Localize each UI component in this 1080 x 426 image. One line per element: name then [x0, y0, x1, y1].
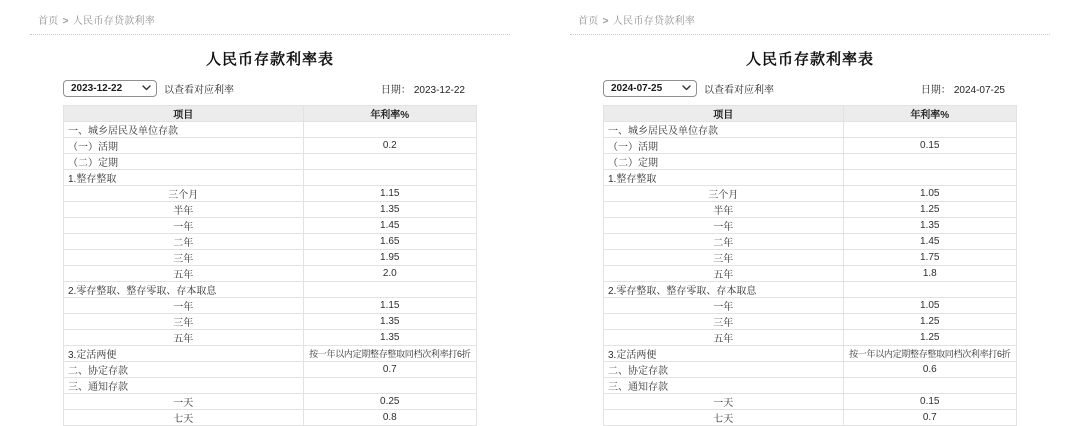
- item-cell: 1.整存整取: [64, 170, 304, 186]
- item-cell: 三个月: [604, 186, 844, 202]
- table-row: [604, 346, 1017, 362]
- rate-cell: 按一年以内定期整存整取同档次利率打6折: [843, 346, 1016, 362]
- rate-cell: [843, 122, 1016, 138]
- chevron-down-icon: [142, 85, 151, 91]
- table-row: [604, 250, 1017, 266]
- item-cell: （二）定期: [64, 154, 304, 170]
- breadcrumb-current: 人民币存贷款利率: [612, 16, 696, 27]
- table-header-rate: 年利率%: [303, 106, 476, 122]
- item-cell: 一、城乡居民及单位存款: [604, 122, 844, 138]
- rate-cell: 0.2: [303, 138, 476, 154]
- table-row: [64, 298, 477, 314]
- item-cell: 一年: [64, 298, 304, 314]
- table-row: [64, 186, 477, 202]
- date-select-value: 2024-07-25: [611, 82, 663, 94]
- rate-cell: 1.45: [303, 218, 476, 234]
- table-row: [64, 218, 477, 234]
- table-row: [604, 362, 1017, 378]
- table-row: [64, 266, 477, 282]
- rate-cell: 1.25: [843, 330, 1016, 346]
- rate-cell: 1.25: [843, 314, 1016, 330]
- table-row: [64, 234, 477, 250]
- table-header-item: 项目: [604, 106, 844, 122]
- rate-panel-2023: [0, 0, 540, 425]
- rate-cell: 0.8: [303, 410, 476, 426]
- table-row: [64, 378, 477, 394]
- table-row: [64, 170, 477, 186]
- rate-cell: 1.35: [303, 330, 476, 346]
- table-row: [604, 138, 1017, 154]
- rate-cell: [303, 282, 476, 298]
- item-cell: 一天: [64, 394, 304, 410]
- table-row: [604, 218, 1017, 234]
- rate-cell: 1.75: [843, 250, 1016, 266]
- date-display: [921, 81, 1017, 96]
- table-row: [604, 266, 1017, 282]
- table-row: [64, 282, 477, 298]
- rate-cell: 1.65: [303, 234, 476, 250]
- table-row: [64, 346, 477, 362]
- rate-cell: [843, 170, 1016, 186]
- rate-panel-2024: [540, 0, 1080, 425]
- date-value: 2024-07-25: [953, 84, 1005, 96]
- table-row: [604, 314, 1017, 330]
- rate-cell: 按一年以内定期整存整取同档次利率打6折: [303, 346, 476, 362]
- table-row: [604, 394, 1017, 410]
- date-select-value: 2023-12-22: [71, 82, 123, 94]
- date-label: 日期：: [920, 84, 951, 96]
- rate-cell: 1.95: [303, 250, 476, 266]
- date-value: 2023-12-22: [413, 84, 465, 96]
- item-cell: 一年: [604, 218, 844, 234]
- rates-table: [603, 105, 1017, 426]
- chevron-down-icon: [682, 85, 691, 91]
- date-label: 日期：: [380, 84, 411, 96]
- breadcrumb-separator: >: [602, 16, 609, 27]
- item-cell: 三、通知存款: [64, 378, 304, 394]
- breadcrumb-home-link[interactable]: 首页: [578, 16, 599, 27]
- item-cell: 三年: [64, 314, 304, 330]
- rate-cell: [303, 170, 476, 186]
- item-cell: 三年: [604, 314, 844, 330]
- item-cell: 七天: [604, 410, 844, 426]
- table-row: [604, 202, 1017, 218]
- item-cell: 五年: [604, 266, 844, 282]
- table-header-row: [604, 106, 1017, 122]
- rate-cell: [843, 378, 1016, 394]
- item-cell: 1.整存整取: [604, 170, 844, 186]
- item-cell: 五年: [64, 330, 304, 346]
- item-cell: 三个月: [64, 186, 304, 202]
- rate-cell: 1.8: [843, 266, 1016, 282]
- rates-table: [63, 105, 477, 426]
- table-row: [64, 314, 477, 330]
- item-cell: 二、协定存款: [64, 362, 304, 378]
- table-row: [64, 362, 477, 378]
- table-row: [64, 394, 477, 410]
- table-row: [64, 138, 477, 154]
- date-display: [381, 81, 477, 96]
- page-title: 人民币存款利率表: [745, 51, 874, 68]
- rate-cell: 1.05: [843, 186, 1016, 202]
- item-cell: 七天: [64, 410, 304, 426]
- item-cell: 三年: [604, 250, 844, 266]
- item-cell: 一年: [604, 298, 844, 314]
- rate-cell: [303, 122, 476, 138]
- table-header-item: 项目: [64, 106, 304, 122]
- item-cell: 五年: [604, 330, 844, 346]
- rate-cell: [303, 378, 476, 394]
- rate-cell: 0.15: [843, 394, 1016, 410]
- item-cell: 五年: [64, 266, 304, 282]
- date-select[interactable]: [603, 80, 697, 97]
- table-row: [604, 378, 1017, 394]
- rate-cell: [843, 154, 1016, 170]
- rate-cell: 1.35: [303, 314, 476, 330]
- select-hint-label: 以查看对应利率: [704, 84, 774, 96]
- item-cell: 一、城乡居民及单位存款: [64, 122, 304, 138]
- breadcrumb-current: 人民币存贷款利率: [72, 16, 156, 27]
- table-row: [64, 122, 477, 138]
- item-cell: 半年: [604, 202, 844, 218]
- page-title: 人民币存款利率表: [205, 51, 334, 68]
- table-row: [604, 298, 1017, 314]
- table-row: [64, 330, 477, 346]
- rate-cell: 0.25: [303, 394, 476, 410]
- item-cell: （一）活期: [64, 138, 304, 154]
- rate-cell: 0.7: [303, 362, 476, 378]
- rate-cell: 1.35: [843, 218, 1016, 234]
- item-cell: 二年: [604, 234, 844, 250]
- rate-cell: 1.35: [303, 202, 476, 218]
- item-cell: 三、通知存款: [604, 378, 844, 394]
- item-cell: 二、协定存款: [604, 362, 844, 378]
- item-cell: 3.定活两便: [64, 346, 304, 362]
- table-row: [604, 170, 1017, 186]
- table-header-rate: 年利率%: [843, 106, 1016, 122]
- rate-cell: 1.05: [843, 298, 1016, 314]
- item-cell: （一）活期: [604, 138, 844, 154]
- table-row: [604, 186, 1017, 202]
- table-row: [64, 154, 477, 170]
- item-cell: 半年: [64, 202, 304, 218]
- item-cell: 3.定活两便: [604, 346, 844, 362]
- rate-cell: 1.45: [843, 234, 1016, 250]
- rate-cell: 0.7: [843, 410, 1016, 426]
- table-row: [604, 330, 1017, 346]
- item-cell: 2.零存整取、整存零取、存本取息: [604, 282, 844, 298]
- item-cell: 二年: [64, 234, 304, 250]
- item-cell: 三年: [64, 250, 304, 266]
- table-row: [64, 202, 477, 218]
- rate-cell: [303, 154, 476, 170]
- breadcrumb: [570, 8, 1050, 35]
- item-cell: （二）定期: [604, 154, 844, 170]
- rate-cell: 1.25: [843, 202, 1016, 218]
- table-row: [604, 122, 1017, 138]
- table-header-row: [64, 106, 477, 122]
- breadcrumb-home-link[interactable]: 首页: [38, 16, 59, 27]
- rate-cell: [843, 282, 1016, 298]
- select-hint-label: 以查看对应利率: [164, 84, 234, 96]
- breadcrumb-separator: >: [62, 16, 69, 27]
- rate-cell: 0.6: [843, 362, 1016, 378]
- item-cell: 一年: [64, 218, 304, 234]
- rate-cell: 1.15: [303, 186, 476, 202]
- rate-cell: 2.0: [303, 266, 476, 282]
- table-row: [64, 250, 477, 266]
- table-row: [604, 282, 1017, 298]
- table-row: [604, 410, 1017, 426]
- table-row: [604, 154, 1017, 170]
- item-cell: 2.零存整取、整存零取、存本取息: [64, 282, 304, 298]
- breadcrumb: [30, 8, 510, 35]
- rate-cell: 1.15: [303, 298, 476, 314]
- item-cell: 一天: [604, 394, 844, 410]
- rate-cell: 0.15: [843, 138, 1016, 154]
- table-row: [64, 410, 477, 426]
- table-row: [604, 234, 1017, 250]
- date-select[interactable]: [63, 80, 157, 97]
